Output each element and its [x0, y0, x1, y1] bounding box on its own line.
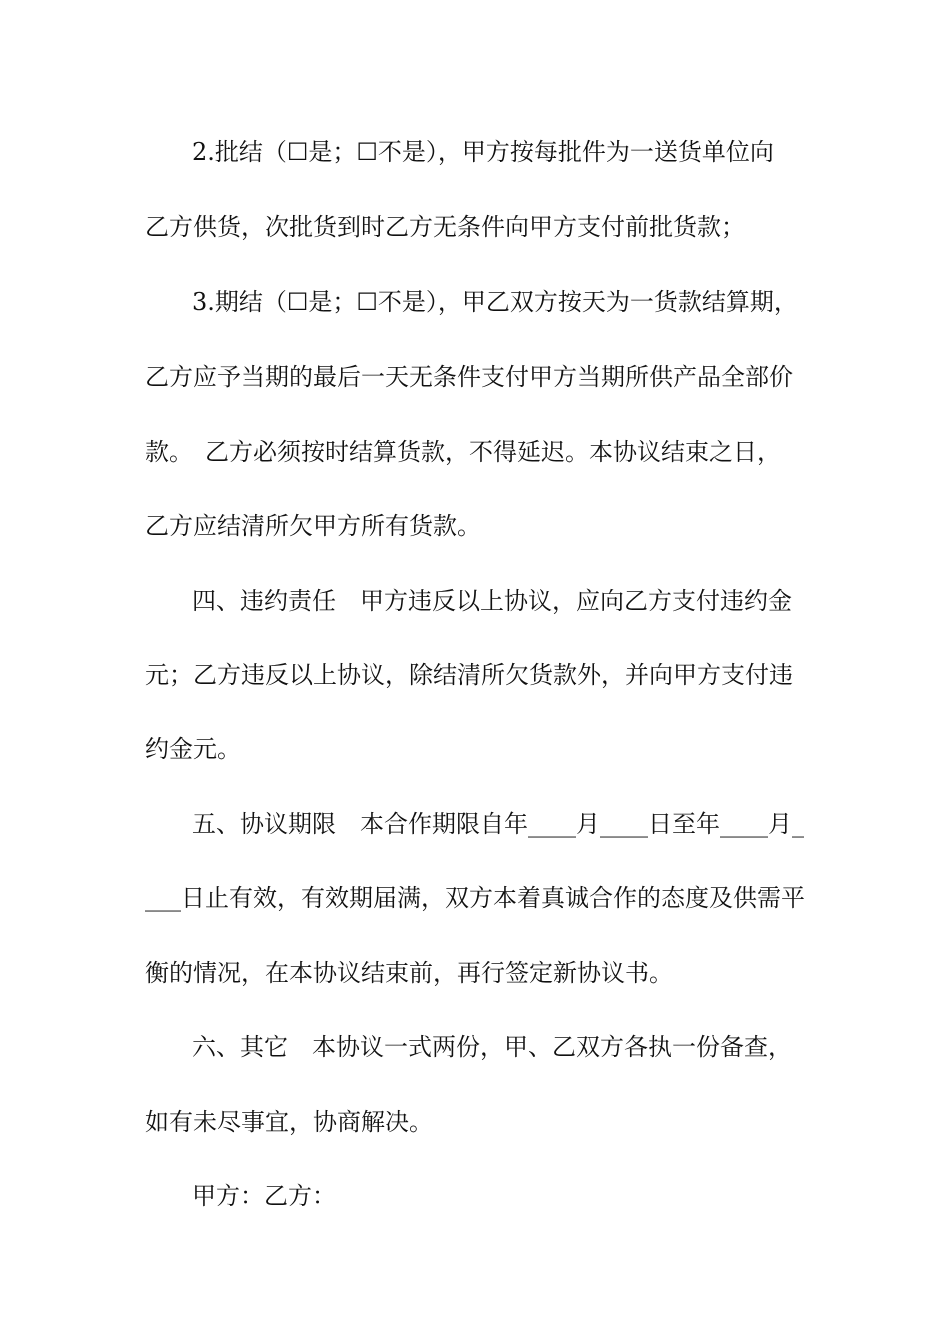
section-6-line-2: 如有未尽事宜，协商解决。: [145, 1108, 433, 1136]
section-4-line-2: 元；乙方违反以上协议，除结清所欠货款外，并向甲方支付违: [145, 661, 793, 689]
section-4-line-1: 四、违约责任 甲方违反以上协议，应向乙方支付违约金: [192, 587, 792, 615]
section-5-line-2: ___日止有效，有效期届满，双方本着真诚合作的态度及供需平: [145, 884, 805, 912]
section-4-line-3: 约金元。: [145, 735, 241, 763]
section-6-line-1: 六、其它 本协议一式两份，甲、乙双方各执一份备查，: [192, 1033, 792, 1061]
signature-line: 甲方：乙方：: [192, 1182, 336, 1210]
section-5-line-1: 五、协议期限 本合作期限自年____月____日至年____月_: [192, 810, 804, 838]
section-5-line-3: 衡的情况，在本协议结束前，再行签定新协议书。: [145, 959, 673, 987]
clause-3-line-2: 乙方应予当期的最后一天无条件支付甲方当期所供产品全部价: [145, 363, 793, 391]
clause-2-line-1: 2.批结（☐是；☐不是），甲方按每批件为一送货单位向: [192, 138, 774, 166]
clause-3-line-4: 乙方应结清所欠甲方所有货款。: [145, 512, 481, 540]
clause-2-line-2: 乙方供货，次批货到时乙方无条件向甲方支付前批货款；: [145, 213, 745, 241]
clause-3-line-3: 款。 乙方必须按时结算货款，不得延迟。本协议结束之日，: [145, 438, 781, 466]
clause-3-line-1: 3.期结（☐是；☐不是），甲乙双方按天为一货款结算期，: [192, 288, 798, 316]
